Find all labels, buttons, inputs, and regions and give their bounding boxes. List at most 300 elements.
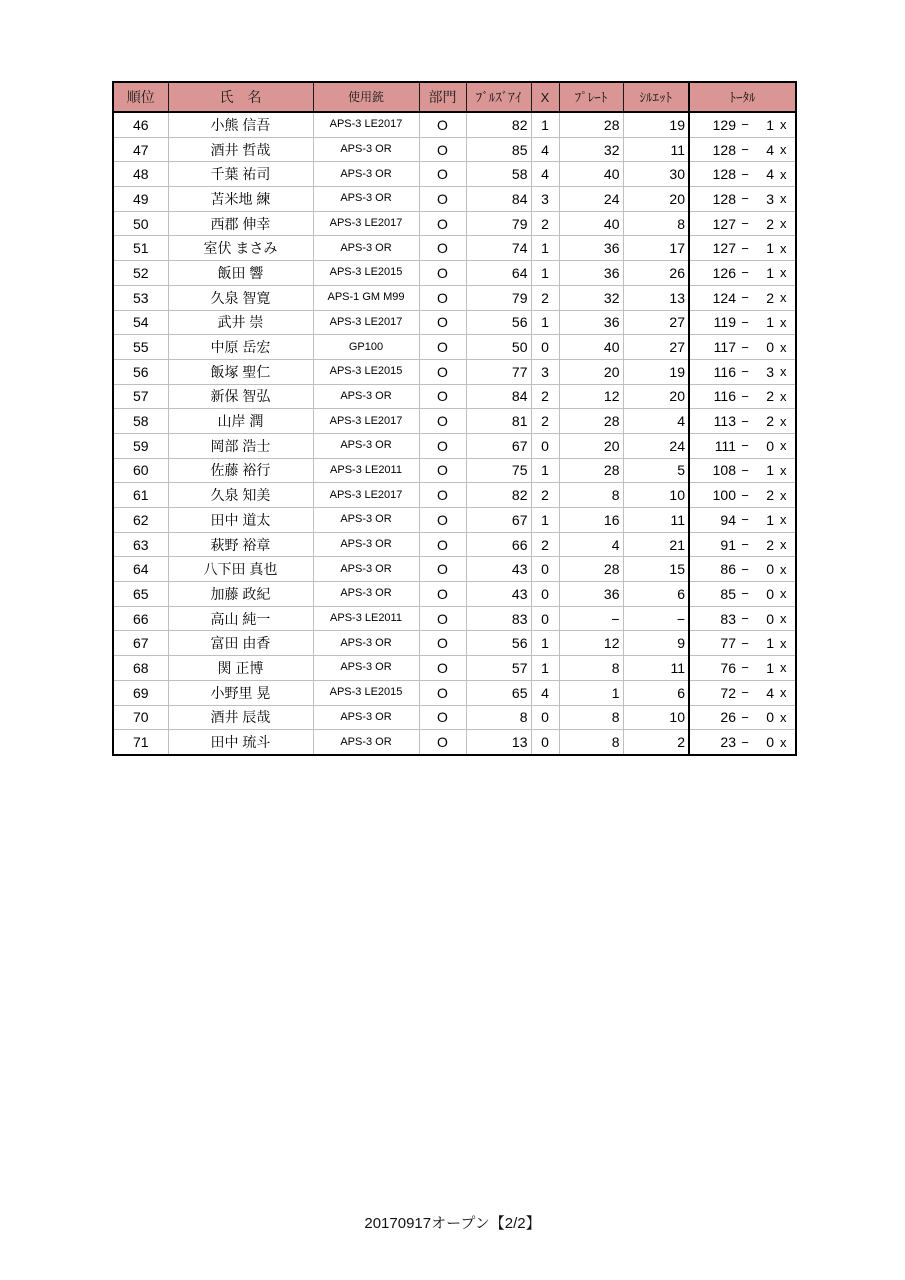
cell-bullseye: 79 [466, 285, 531, 310]
cell-name: 新保 智弘 [168, 384, 313, 409]
cell-x: 1 [531, 261, 559, 286]
cell-gun: APS-1 GM M99 [313, 285, 419, 310]
total-x-suffix: x [780, 512, 787, 528]
total-x-count: 1 [766, 240, 774, 257]
cell-bullseye: 83 [466, 606, 531, 631]
total-score: 108 [712, 462, 736, 479]
total-separator: − [741, 265, 749, 281]
cell-total [689, 112, 796, 137]
cell-gun: APS-3 OR [313, 137, 419, 162]
cell-total [689, 261, 796, 286]
cell-silhouette: 27 [623, 335, 689, 360]
cell-plate: 4 [559, 532, 623, 557]
total-separator: − [741, 216, 749, 232]
total-score: 129 [712, 116, 736, 133]
cell-silhouette: 15 [623, 557, 689, 582]
cell-gun: APS-3 LE2011 [313, 458, 419, 483]
cell-plate: − [559, 606, 623, 631]
cell-gun: APS-3 LE2015 [313, 261, 419, 286]
total-separator: − [741, 660, 749, 676]
cell-name: 武井 崇 [168, 310, 313, 335]
total-score: 26 [720, 709, 736, 726]
cell-silhouette: 21 [623, 532, 689, 557]
cell-silhouette: 24 [623, 433, 689, 458]
total-x-count: 3 [766, 363, 774, 380]
cell-total [689, 631, 796, 656]
cell-gun: APS-3 OR [313, 187, 419, 212]
cell-gun: APS-3 LE2011 [313, 606, 419, 631]
cell-bullseye: 66 [466, 532, 531, 557]
cell-bullseye: 67 [466, 433, 531, 458]
total-score: 128 [712, 166, 736, 183]
cell-bullseye: 79 [466, 211, 531, 236]
cell-bullseye: 84 [466, 187, 531, 212]
cell-rank: 61 [113, 483, 168, 508]
cell-total [689, 705, 796, 730]
cell-division: O [419, 137, 466, 162]
total-x-count: 1 [766, 635, 774, 652]
total-separator: − [741, 388, 749, 404]
total-x-suffix: x [780, 240, 787, 256]
total-separator: − [741, 561, 749, 577]
table-row [113, 162, 796, 187]
cell-plate: 16 [559, 508, 623, 533]
cell-total [689, 137, 796, 162]
total-separator: − [741, 191, 749, 207]
table-row [113, 483, 796, 508]
cell-total [689, 187, 796, 212]
cell-division: O [419, 187, 466, 212]
cell-x: 1 [531, 631, 559, 656]
total-separator: − [741, 142, 749, 158]
cell-rank: 71 [113, 730, 168, 755]
cell-name: 久泉 知美 [168, 483, 313, 508]
cell-division: O [419, 211, 466, 236]
cell-x: 0 [531, 433, 559, 458]
header-rank: 順位 [113, 82, 168, 112]
total-x-suffix: x [780, 339, 787, 355]
cell-silhouette: 10 [623, 705, 689, 730]
cell-silhouette: 5 [623, 458, 689, 483]
page-footer: 20170917オープン【2/2】 [364, 1215, 541, 1232]
cell-plate: 32 [559, 285, 623, 310]
cell-division: O [419, 112, 466, 137]
cell-bullseye: 77 [466, 359, 531, 384]
cell-division: O [419, 705, 466, 730]
cell-name: 田中 道太 [168, 508, 313, 533]
cell-plate: 36 [559, 236, 623, 261]
total-x-suffix: x [780, 265, 787, 281]
cell-rank: 64 [113, 557, 168, 582]
cell-name: 酒井 辰哉 [168, 705, 313, 730]
cell-x: 1 [531, 656, 559, 681]
total-separator: − [741, 537, 749, 553]
cell-silhouette: 11 [623, 508, 689, 533]
cell-gun: APS-3 OR [313, 730, 419, 755]
cell-bullseye: 58 [466, 162, 531, 187]
cell-plate: 12 [559, 631, 623, 656]
total-score: 72 [720, 684, 736, 701]
cell-name: 苫米地 練 [168, 187, 313, 212]
cell-total [689, 730, 796, 755]
table-row [113, 582, 796, 607]
total-x-count: 1 [766, 511, 774, 528]
cell-bullseye: 67 [466, 508, 531, 533]
total-x-count: 2 [766, 215, 774, 232]
cell-total [689, 162, 796, 187]
total-separator: − [741, 462, 749, 478]
cell-division: O [419, 730, 466, 755]
cell-total [689, 384, 796, 409]
cell-silhouette: 2 [623, 730, 689, 755]
cell-silhouette: 13 [623, 285, 689, 310]
cell-plate: 28 [559, 409, 623, 434]
header-name: 氏 名 [168, 82, 313, 112]
table-row [113, 285, 796, 310]
cell-plate: 8 [559, 730, 623, 755]
cell-rank: 50 [113, 211, 168, 236]
cell-bullseye: 84 [466, 384, 531, 409]
table-row [113, 730, 796, 755]
cell-gun: APS-3 LE2015 [313, 680, 419, 705]
cell-division: O [419, 631, 466, 656]
total-x-count: 4 [766, 141, 774, 158]
cell-division: O [419, 433, 466, 458]
total-x-suffix: x [780, 734, 787, 750]
total-x-suffix: x [780, 462, 787, 478]
cell-x: 1 [531, 310, 559, 335]
total-x-suffix: x [780, 586, 787, 602]
cell-name: 酒井 哲哉 [168, 137, 313, 162]
cell-division: O [419, 508, 466, 533]
cell-rank: 49 [113, 187, 168, 212]
cell-gun: APS-3 OR [313, 631, 419, 656]
cell-silhouette: 20 [623, 384, 689, 409]
cell-plate: 40 [559, 162, 623, 187]
cell-rank: 62 [113, 508, 168, 533]
cell-plate: 36 [559, 261, 623, 286]
cell-silhouette: 10 [623, 483, 689, 508]
cell-rank: 65 [113, 582, 168, 607]
cell-name: 小熊 信吾 [168, 112, 313, 137]
cell-name: 富田 由香 [168, 631, 313, 656]
cell-division: O [419, 458, 466, 483]
total-score: 128 [712, 190, 736, 207]
cell-rank: 68 [113, 656, 168, 681]
total-x-suffix: x [780, 166, 787, 182]
total-x-suffix: x [780, 216, 787, 232]
total-separator: − [741, 166, 749, 182]
total-separator: − [741, 438, 749, 454]
cell-name: 室伏 まさみ [168, 236, 313, 261]
cell-gun: APS-3 OR [313, 433, 419, 458]
table-row [113, 211, 796, 236]
cell-x: 2 [531, 532, 559, 557]
cell-total [689, 211, 796, 236]
cell-division: O [419, 236, 466, 261]
cell-total [689, 680, 796, 705]
cell-bullseye: 81 [466, 409, 531, 434]
cell-gun: APS-3 OR [313, 557, 419, 582]
cell-total [689, 335, 796, 360]
cell-name: 千葉 祐司 [168, 162, 313, 187]
cell-bullseye: 57 [466, 656, 531, 681]
total-x-count: 0 [766, 734, 774, 751]
total-score: 83 [720, 610, 736, 627]
total-separator: − [741, 290, 749, 306]
cell-bullseye: 50 [466, 335, 531, 360]
total-x-count: 4 [766, 166, 774, 183]
total-score: 117 [713, 339, 736, 356]
cell-x: 4 [531, 162, 559, 187]
total-x-count: 4 [766, 684, 774, 701]
total-score: 119 [713, 314, 736, 331]
table-row [113, 433, 796, 458]
total-score: 77 [720, 635, 736, 652]
table-row [113, 236, 796, 261]
cell-total [689, 656, 796, 681]
table-row [113, 656, 796, 681]
cell-x: 4 [531, 680, 559, 705]
total-score: 116 [713, 388, 736, 405]
cell-gun: APS-3 LE2017 [313, 112, 419, 137]
cell-name: 高山 純一 [168, 606, 313, 631]
total-x-count: 0 [766, 339, 774, 356]
cell-rank: 46 [113, 112, 168, 137]
cell-silhouette: 11 [623, 137, 689, 162]
table-row [113, 705, 796, 730]
cell-bullseye: 82 [466, 112, 531, 137]
total-x-suffix: x [780, 709, 787, 725]
cell-gun: APS-3 OR [313, 508, 419, 533]
cell-name: 岡部 浩士 [168, 433, 313, 458]
cell-silhouette: 6 [623, 680, 689, 705]
total-x-suffix: x [780, 660, 787, 676]
total-separator: − [741, 413, 749, 429]
total-x-suffix: x [780, 142, 787, 158]
cell-rank: 47 [113, 137, 168, 162]
total-x-suffix: x [780, 191, 787, 207]
total-x-count: 2 [766, 487, 774, 504]
cell-gun: GP100 [313, 335, 419, 360]
cell-plate: 32 [559, 137, 623, 162]
cell-name: 中原 岳宏 [168, 335, 313, 360]
total-x-suffix: x [780, 388, 787, 404]
cell-gun: APS-3 OR [313, 656, 419, 681]
cell-total [689, 433, 796, 458]
total-separator: − [741, 240, 749, 256]
total-score: 91 [720, 536, 736, 553]
cell-name: 飯塚 聖仁 [168, 359, 313, 384]
cell-division: O [419, 335, 466, 360]
cell-gun: APS-3 LE2017 [313, 211, 419, 236]
total-separator: − [741, 314, 749, 330]
table-row [113, 261, 796, 286]
cell-plate: 36 [559, 582, 623, 607]
cell-gun: APS-3 OR [313, 705, 419, 730]
table-row [113, 458, 796, 483]
cell-silhouette: 4 [623, 409, 689, 434]
cell-division: O [419, 606, 466, 631]
cell-plate: 20 [559, 433, 623, 458]
total-x-count: 1 [766, 116, 774, 133]
cell-plate: 8 [559, 483, 623, 508]
total-x-suffix: x [780, 487, 787, 503]
total-x-suffix: x [780, 117, 787, 133]
total-x-suffix: x [780, 611, 787, 627]
cell-bullseye: 65 [466, 680, 531, 705]
total-x-suffix: x [780, 290, 787, 306]
cell-rank: 67 [113, 631, 168, 656]
cell-x: 2 [531, 285, 559, 310]
cell-name: 西郡 伸幸 [168, 211, 313, 236]
total-score: 111 [714, 437, 736, 454]
cell-total [689, 310, 796, 335]
total-score: 127 [712, 215, 736, 232]
cell-total [689, 606, 796, 631]
cell-silhouette: 17 [623, 236, 689, 261]
cell-x: 2 [531, 409, 559, 434]
cell-gun: APS-3 LE2017 [313, 310, 419, 335]
cell-rank: 60 [113, 458, 168, 483]
total-x-suffix: x [780, 438, 787, 454]
cell-silhouette: 11 [623, 656, 689, 681]
cell-total [689, 557, 796, 582]
total-score: 100 [712, 487, 736, 504]
cell-bullseye: 43 [466, 582, 531, 607]
total-score: 128 [712, 141, 736, 158]
cell-bullseye: 56 [466, 631, 531, 656]
cell-total [689, 508, 796, 533]
table-row [113, 112, 796, 137]
total-x-suffix: x [780, 413, 787, 429]
total-x-count: 1 [766, 314, 774, 331]
total-separator: − [741, 364, 749, 380]
table-row [113, 335, 796, 360]
total-separator: − [741, 586, 749, 602]
cell-x: 3 [531, 187, 559, 212]
total-separator: − [741, 117, 749, 133]
cell-total [689, 483, 796, 508]
cell-total [689, 458, 796, 483]
cell-gun: APS-3 OR [313, 384, 419, 409]
table-body [113, 112, 796, 755]
cell-x: 0 [531, 582, 559, 607]
cell-division: O [419, 409, 466, 434]
cell-name: 山岸 潤 [168, 409, 313, 434]
cell-name: 飯田 響 [168, 261, 313, 286]
table-row [113, 532, 796, 557]
table-row [113, 409, 796, 434]
total-x-suffix: x [780, 364, 787, 380]
cell-rank: 66 [113, 606, 168, 631]
cell-total [689, 359, 796, 384]
table-row [113, 384, 796, 409]
total-x-suffix: x [780, 685, 787, 701]
cell-plate: 28 [559, 112, 623, 137]
cell-total [689, 582, 796, 607]
cell-x: 0 [531, 730, 559, 755]
cell-plate: 28 [559, 458, 623, 483]
cell-division: O [419, 557, 466, 582]
cell-x: 2 [531, 483, 559, 508]
table-row [113, 680, 796, 705]
total-score: 23 [720, 734, 736, 751]
cell-plate: 12 [559, 384, 623, 409]
table-row [113, 508, 796, 533]
cell-bullseye: 64 [466, 261, 531, 286]
total-separator: − [741, 685, 749, 701]
cell-silhouette: 6 [623, 582, 689, 607]
total-separator: − [741, 487, 749, 503]
cell-plate: 40 [559, 335, 623, 360]
header-division: 部門 [419, 82, 466, 112]
cell-rank: 53 [113, 285, 168, 310]
cell-x: 1 [531, 112, 559, 137]
total-x-count: 0 [766, 561, 774, 578]
cell-gun: APS-3 OR [313, 162, 419, 187]
cell-silhouette: 26 [623, 261, 689, 286]
cell-division: O [419, 285, 466, 310]
total-score: 85 [720, 585, 736, 602]
cell-silhouette: 19 [623, 359, 689, 384]
table-row [113, 606, 796, 631]
table-row [113, 359, 796, 384]
total-x-count: 1 [766, 659, 774, 676]
total-separator: − [741, 611, 749, 627]
cell-gun: APS-3 OR [313, 236, 419, 261]
cell-total [689, 532, 796, 557]
total-separator: − [741, 512, 749, 528]
cell-total [689, 285, 796, 310]
cell-rank: 63 [113, 532, 168, 557]
cell-bullseye: 82 [466, 483, 531, 508]
cell-name: 関 正博 [168, 656, 313, 681]
table-row [113, 187, 796, 212]
cell-x: 1 [531, 458, 559, 483]
cell-x: 0 [531, 557, 559, 582]
cell-division: O [419, 680, 466, 705]
cell-name: 久泉 智寛 [168, 285, 313, 310]
cell-total [689, 236, 796, 261]
cell-plate: 8 [559, 705, 623, 730]
total-x-count: 0 [766, 709, 774, 726]
cell-plate: 24 [559, 187, 623, 212]
total-x-suffix: x [780, 635, 787, 651]
cell-name: 加藤 政紀 [168, 582, 313, 607]
cell-division: O [419, 656, 466, 681]
cell-silhouette: 30 [623, 162, 689, 187]
cell-silhouette: 8 [623, 211, 689, 236]
cell-gun: APS-3 OR [313, 582, 419, 607]
total-x-count: 0 [766, 437, 774, 454]
cell-division: O [419, 582, 466, 607]
cell-bullseye: 74 [466, 236, 531, 261]
cell-division: O [419, 384, 466, 409]
total-separator: − [741, 635, 749, 651]
table-row [113, 310, 796, 335]
cell-gun: APS-3 LE2017 [313, 483, 419, 508]
cell-rank: 51 [113, 236, 168, 261]
total-x-count: 2 [766, 413, 774, 430]
cell-rank: 58 [113, 409, 168, 434]
cell-x: 1 [531, 236, 559, 261]
total-separator: − [741, 339, 749, 355]
cell-plate: 36 [559, 310, 623, 335]
cell-gun: APS-3 LE2017 [313, 409, 419, 434]
total-score: 113 [713, 413, 736, 430]
cell-silhouette: 19 [623, 112, 689, 137]
